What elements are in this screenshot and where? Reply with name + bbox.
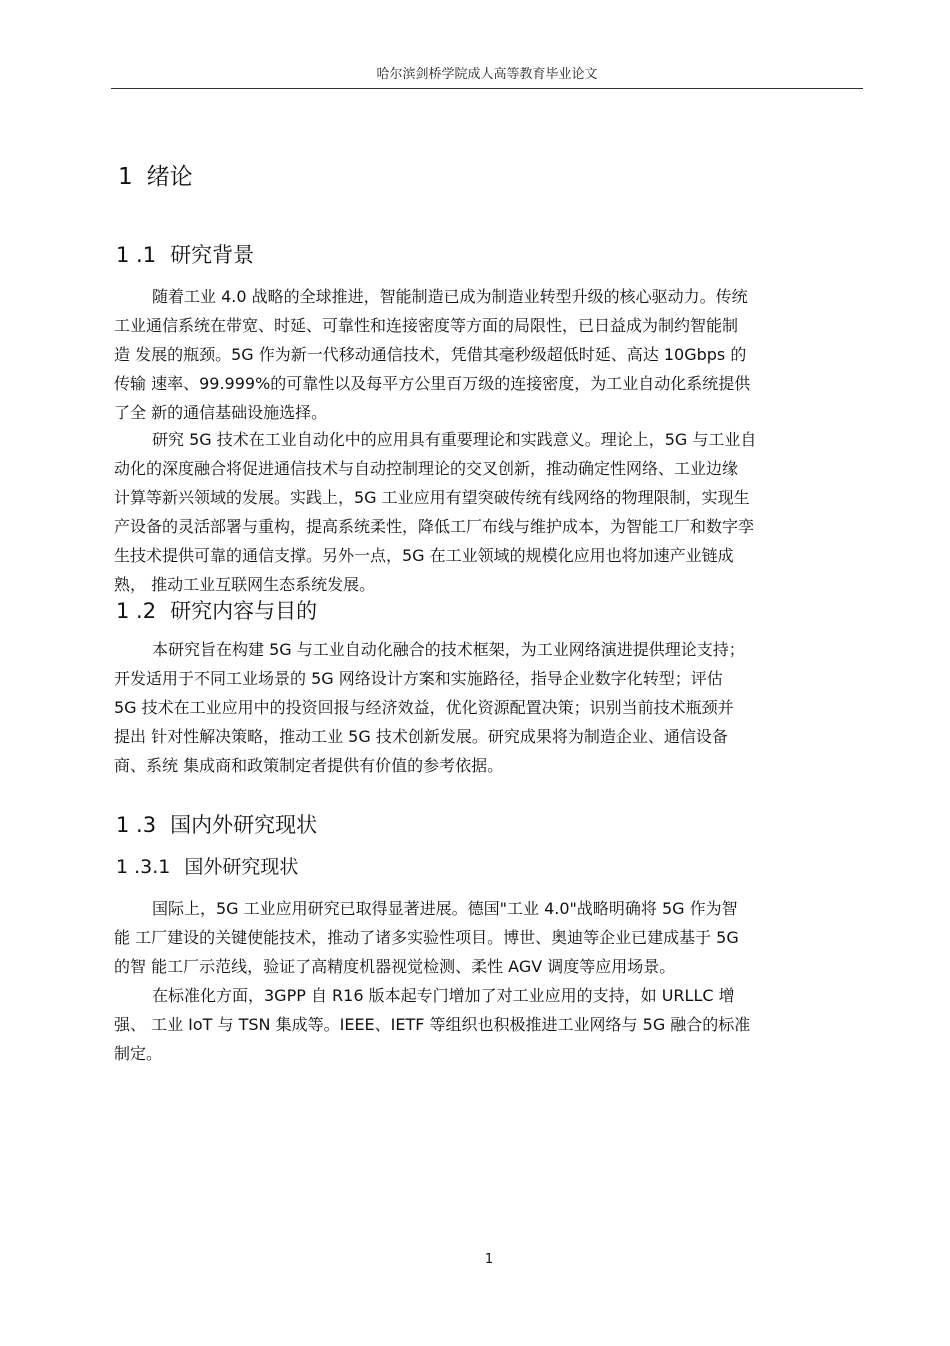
header-divider: [111, 88, 863, 89]
section-title: 研究内容与目的: [170, 599, 318, 623]
text-line: 的智 能工厂示范线，验证了高精度机器视觉检测、柔性 AGV 调度等应用场景。: [114, 957, 676, 976]
subsection-heading: [116, 854, 298, 880]
text-line: 提出 针对性解决策略，推动工业 5G 技术创新发展。研究成果将为制造企业、通信设备: [114, 727, 728, 746]
text-line: 工业通信系统在带宽、时延、可靠性和连接密度等方面的局限性，已日益成为制约智能制: [114, 316, 739, 335]
text-line: 强、 工业 IoT 与 TSN 集成等。IEEE、IETF 等组织也积极推进工业网络与 5G 融合的标准: [114, 1015, 751, 1034]
running-header: 哈尔滨剑桥学院成人高等教育毕业论文: [376, 67, 598, 82]
section-number: 1 .3: [116, 813, 157, 837]
chapter-title: 绪论: [146, 164, 193, 190]
page-number: 1: [484, 1252, 494, 1267]
chapter-heading: [118, 161, 193, 193]
text-line: 传输 速率、99.999%的可靠性以及每平方公里百万级的连接密度，为工业自动化系统提供: [114, 374, 751, 393]
text-line: 商、系统 集成商和政策制定者提供有价值的参考依据。: [114, 756, 504, 775]
text-line: 制定。: [114, 1044, 163, 1063]
text-line: 造 发展的瓶颈。5G 作为新一代移动通信技术，凭借其毫秒级超低时延、高达 10Gbps 的: [114, 345, 747, 364]
section-title: 研究背景: [170, 243, 255, 267]
paragraph: [114, 635, 872, 780]
text-line: 了全 新的通信基础设施选择。: [114, 403, 328, 422]
text-line: 计算等新兴领域的发展。实践上，5G 工业应用有望突破传统有线网络的物理限制，实现生: [114, 488, 750, 507]
text-line: 本研究旨在构建 5G 与工业自动化融合的技术框架，为工业网络演进提供理论支持；: [152, 640, 745, 659]
subsection-number: 1 .3.1: [116, 856, 171, 878]
paragraph: [114, 894, 872, 981]
chapter-number: 1: [118, 164, 133, 190]
text-line: 5G 技术在工业应用中的投资回报与经济效益，优化资源配置决策；识别当前技术瓶颈并: [114, 698, 734, 717]
text-line: 生技术提供可靠的通信支撑。另外一点，5G 在工业领域的规模化应用也将加速产业链成: [114, 546, 734, 565]
section-heading: [116, 597, 317, 625]
text-line: 在标准化方面，3GPP 自 R16 版本起专门增加了对工业应用的支持，如 URLLC 增: [152, 986, 735, 1005]
section-number: 1 .2: [116, 599, 157, 623]
paragraph: [114, 282, 872, 427]
text-line: 随着工业 4.0 战略的全球推进，智能制造已成为制造业转型升级的核心驱动力。传统: [152, 287, 748, 306]
subsection-title: 国外研究现状: [184, 856, 299, 878]
paragraph: [114, 981, 872, 1068]
text-line: 开发适用于不同工业场景的 5G 网络设计方案和实施路径，指导企业数字化转型；评估: [114, 669, 723, 688]
text-line: 国际上，5G 工业应用研究已取得显著进展。德国"工业 4.0"战略明确将 5G 作为智: [152, 899, 738, 918]
text-line: 动化的深度融合将促进通信技术与自动控制理论的交叉创新，推动确定性网络、工业边缘: [114, 459, 739, 478]
paragraph: [114, 425, 872, 599]
section-heading: [116, 241, 254, 269]
text-line: 研究 5G 技术在工业自动化中的应用具有重要理论和实践意义。理论上，5G 与工业自: [152, 430, 757, 449]
text-line: 熟， 推动工业互联网生态系统发展。: [114, 575, 376, 594]
section-number: 1 .1: [116, 243, 157, 267]
section-title: 国内外研究现状: [170, 813, 318, 837]
section-heading: [116, 811, 317, 839]
text-line: 产设备的灵活部署与重构，提高系统柔性，降低工厂布线与维护成本，为智能工厂和数字孪: [114, 517, 755, 536]
text-line: 能 工厂建设的关键使能技术，推动了诸多实验性项目。博世、奥迪等企业已建成基于 5G: [114, 928, 739, 947]
